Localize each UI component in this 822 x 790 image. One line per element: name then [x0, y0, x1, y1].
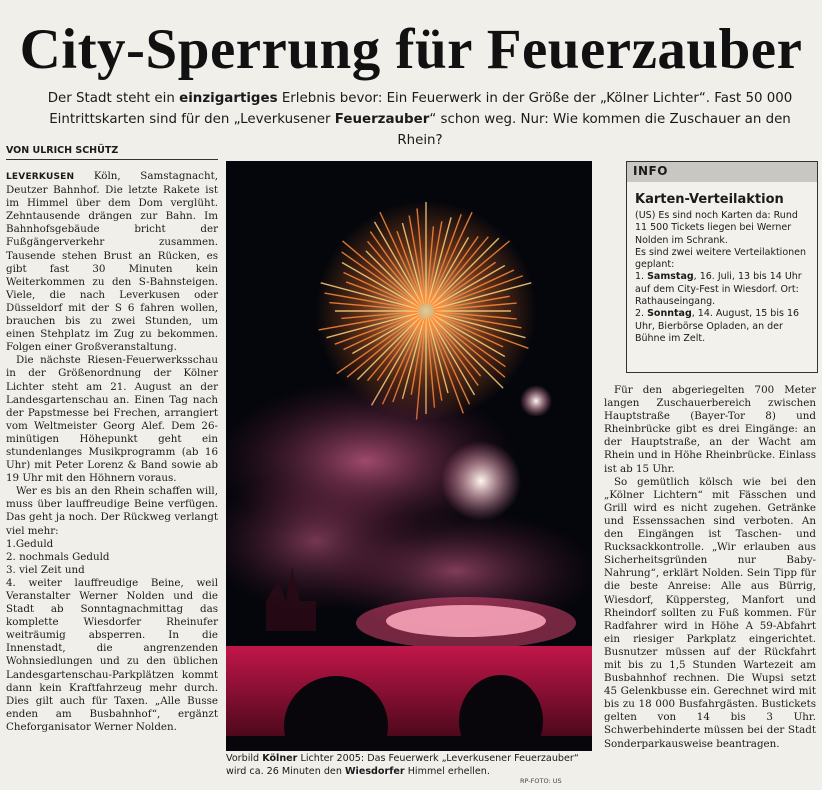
info-item-1	[635, 271, 809, 308]
article-paragraph-1	[6, 170, 218, 354]
info-item-number: 1.	[635, 271, 648, 283]
info-tag: INFO	[627, 162, 817, 182]
white-sparkle-burst	[441, 441, 521, 521]
photo-caption	[226, 753, 592, 778]
caption-bold-1: Kölner	[262, 753, 298, 764]
fireworks-illustration	[226, 161, 592, 751]
subhead-text-3: “ schon weg. Nur: Wie kommen die Zuschauer an den Rhein?	[397, 112, 791, 148]
article-column-right	[604, 384, 816, 751]
article-column-left	[6, 170, 218, 790]
info-item-day: Samstag	[647, 271, 694, 283]
caption-bold-2: Wiesdorfer	[344, 765, 405, 777]
article-paragraph-4: Für den abgeriegelten 700 Meter langen Zuschauerbereich zwischen Hauptstraße (Bayer-Tor 8) und Rheinbrücke gibt es drei Eingänge: an der Hauptstraße, an der Wacht am Rhein und in Höhe Rheinbrücke. Einlass ist ab 15 Uhr.	[604, 384, 816, 475]
white-sparkle-burst	[520, 385, 552, 417]
info-item-text: , 14. August, 15 bis 16 Uhr, Bierbörse Opladen, an der Bühne im Zelt.	[635, 308, 800, 344]
list-item: 1.Geduld	[6, 537, 54, 550]
subhead-bold-1: einzigartiges	[179, 91, 278, 106]
subhead-text-2: Erlebnis bevor: Ein Feuerwerk in der Größe der „Kölner Lichter“. Fast 50 000 Eintrittskarten sind für den „Leverkusener	[49, 91, 793, 127]
info-item-number: 2.	[635, 308, 648, 320]
info-title: Karten-Verteilaktion	[635, 192, 784, 207]
list-item: 4. weiter lauffreudige Beine, weil Veranstalter Werner Nolden und die Stadt ab Sonntagnachmittag das komplette Wiesdorfer Rheinufer weiträumig absperren. In die Innenstadt, die angrenzenden Wohnsiedlungen und zu den üblichen Landesgartenschau-Parkplätzen kommt dann kein Kraftfahrzeug mehr durch. Dies gilt auch für Taxen. „Alle Busse enden am Busbahnhof“, ergänzt Cheforganisator Werner Nolden.	[6, 576, 218, 733]
caption-text-2: Lichter 2005: Das Feuerwerk „Leverkusener Feuerzauber“ wird ca. 26 Minuten den	[226, 753, 579, 777]
dateline: LEVERKUSEN	[6, 172, 75, 182]
info-item-day: Sonntag	[647, 308, 692, 320]
photo-credit: RP-FOTO: US	[520, 777, 562, 785]
info-paragraph: (US) Es sind noch Karten da: Rund 11 500 Tickets liegen bei Werner Nolden im Schrank.	[635, 210, 798, 246]
article-paragraph-3: Wer es bis an den Rhein schaffen will, muss über lauffreudige Beine verfügen. Das geht ja noch. Der Rückweg verlangt viel mehr:	[6, 485, 218, 537]
caption-text-3: Himmel erhellen.	[404, 765, 490, 777]
caption-text-1: Vorbild	[226, 753, 263, 764]
byline: VON ULRICH SCHÜTZ	[6, 145, 218, 160]
info-body	[635, 210, 809, 345]
requirements-list	[6, 538, 218, 734]
fireworks-photo	[226, 161, 592, 751]
info-box	[626, 161, 818, 373]
article-paragraph-1-text: Köln, Samstagnacht, Deutzer Bahnhof. Die letzte Rakete ist im Himmel über dem Dom verglüht. Zehntausende drängen zur Bahn. Im Bahnhofsgebäude bricht der Fußgängerverkehr zusammen. Tausende stehen Brust an Rücken, es gibt fast 30 Minuten kein Weiterkommen zu den S-Bahnsteigen. Viele, die nach Leverkusen oder Düsseldorf mit der S 6 fahren wollen, brauchen bis zu zwei Stunden, um einen Stehplatz im Zug zu bekommen. Folgen einer Großveranstaltung.	[6, 170, 218, 354]
subhead-text-1: Der Stadt steht ein	[47, 91, 180, 106]
list-item: 3. viel Zeit und	[6, 563, 85, 576]
subhead-bold-2: Feuerzauber	[334, 112, 430, 127]
subheadline	[40, 88, 800, 151]
info-item-2	[635, 308, 809, 345]
info-item-text: , 16. Juli, 13 bis 14 Uhr auf dem City-Fest in Wiesdorf. Ort: Rathauseingang.	[635, 271, 802, 308]
list-item: 2. nochmals Geduld	[6, 550, 110, 563]
headline: City-Sperrung für Feuerzauber	[19, 18, 803, 81]
article-paragraph-2: Die nächste Riesen-Feuerwerksschau in der Größenordnung der Kölner Lichter steht am 21. August an der Landesgartenschau an. Einen Tag nach der Papstmesse bei Frechen, arrangiert vom Weltmeister Georg Alef. Dem 26-minütigen Höhepunkt geht ein stundenlanges Musikprogramm (ab 16 Uhr) mit Peter Lorenz & Band sowie ab 19 Uhr mit den Höhnern voraus.	[6, 354, 218, 485]
article-paragraph-5: So gemütlich kölsch wie bei den „Kölner Lichtern“ mit Fässchen und Grill wird es nicht zugehen. Getränke und Essenssachen sind verboten. An den Eingängen ist Taschen- und Rucksackkontrolle. „Wir erlauben aus Sicherheitsgründen nur Baby-Nahrung“, erklärt Nolden. Sein Tipp für die beste Anreise: Alle aus Bürrig, Wiesdorf, Küppersteg, Manfort und Rheindorf sollten zu Fuß kommen. Für Radfahrer wird in Höhe A 59-Abfahrt ein riesiger Parkplatz eingerichtet. Busnutzer müssen auf der Rückfahrt mit bis zu 1,5 Stunden Wartezeit am Busbahnhof rechnen. Die Wupsi setzt 45 Gelenkbusse ein. Gerechnet wird mit bis zu 18 000 Busfahrgästen. Bustickets gelten von 14 bis 3 Uhr. Schwerbehinderte müssen bei der Stadt Sonderparkausweise beantragen.	[604, 475, 816, 750]
info-paragraph: Es sind zwei weitere Verteilaktionen geplant:	[635, 246, 807, 271]
